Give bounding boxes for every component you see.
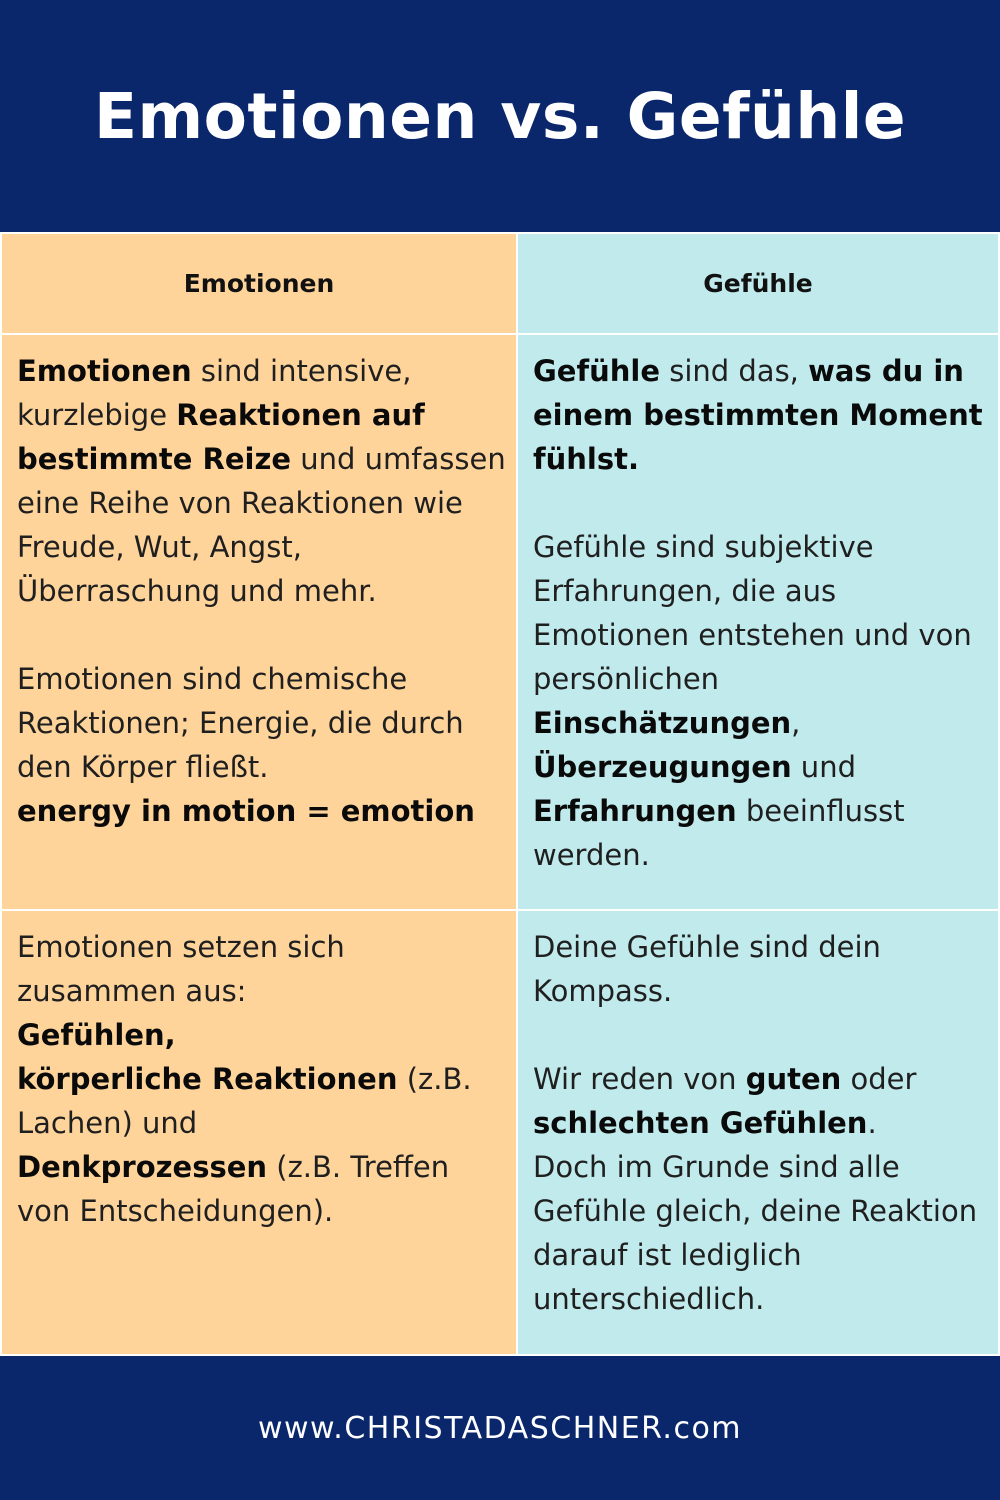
cell-paragraph <box>518 911 998 1013</box>
cell-gefuehle-definition <box>518 335 998 909</box>
bold-text: körperliche Reaktionen <box>17 1062 398 1096</box>
footer-banner <box>0 1356 1000 1500</box>
bold-text: Gefühle <box>533 354 660 388</box>
comparison-table <box>0 232 1000 1356</box>
text: und <box>791 750 856 784</box>
cell-paragraph <box>518 335 998 481</box>
cell-paragraph <box>2 657 516 789</box>
cell-paragraph <box>518 1057 998 1145</box>
text: oder <box>841 1062 917 1096</box>
bold-text: Einschätzungen <box>533 706 792 740</box>
text: sind intensive, kurzlebige <box>17 354 412 432</box>
text: Emotionen setzen sich zusammen aus: <box>17 930 345 1008</box>
bold-text: energy in motion = emotion <box>17 794 475 828</box>
text: Wir reden von <box>533 1062 746 1096</box>
cell-gefuehle-compass <box>518 911 998 1354</box>
text: . <box>867 1106 877 1140</box>
cell-paragraph <box>518 1145 998 1321</box>
cell-paragraph <box>2 1013 516 1057</box>
bold-text: Reaktionen auf bestimmte Reize <box>17 398 425 476</box>
bold-text: Überzeugungen <box>533 750 792 784</box>
cell-paragraph <box>2 1145 516 1233</box>
header-cell-gefuehle <box>518 234 998 333</box>
bold-text: Emotionen <box>17 354 192 388</box>
header-cell-emotionen <box>2 234 516 333</box>
cell-emotionen-composition <box>2 911 516 1354</box>
cell-paragraph <box>518 525 998 877</box>
text: und umfassen eine Reihe von Reaktionen wie Freude, Wut, Angst, Überraschung und mehr. <box>17 442 506 608</box>
text: , <box>791 706 801 740</box>
paragraph-gap <box>2 613 516 657</box>
text: Deine Gefühle sind dein Kompass. <box>533 930 881 1008</box>
column-header-emotionen: Emotionen <box>183 269 335 298</box>
text: Gefühle sind subjektive Erfahrungen, die aus Emotionen entstehen und von persönlichen <box>533 530 972 696</box>
text: (z.B. Treffen von Entscheidungen). <box>17 1150 450 1228</box>
paragraph-gap <box>518 1013 998 1057</box>
website-url[interactable]: www.CHRISTADASCHNER.com <box>257 1410 743 1446</box>
cell-emotionen-definition <box>2 335 516 909</box>
cell-paragraph <box>2 1057 516 1145</box>
text: Emotionen sind chemische Reaktionen; Energie, die durch den Körper fließt. <box>17 662 464 784</box>
text: Doch im Grunde sind alle Gefühle gleich, deine Reaktion darauf ist lediglich unterschiedlich. <box>533 1150 978 1316</box>
bold-text: schlechten Gefühlen <box>533 1106 868 1140</box>
bold-text: Denkprozessen <box>17 1150 268 1184</box>
bold-text: guten <box>745 1062 842 1096</box>
bold-text: Gefühlen, <box>17 1018 176 1052</box>
text: sind das, <box>660 354 809 388</box>
cell-paragraph <box>2 789 516 833</box>
bold-text: Erfahrungen <box>533 794 737 828</box>
title-banner <box>0 0 1000 232</box>
column-header-gefuehle: Gefühle <box>703 269 813 298</box>
page-title: Emotionen vs. Gefühle <box>93 79 907 153</box>
cell-paragraph <box>2 335 516 613</box>
text: (z.B. Lachen) und <box>17 1062 472 1140</box>
paragraph-gap <box>518 481 998 525</box>
cell-paragraph <box>2 911 516 1013</box>
text: beeinflusst werden. <box>533 794 905 872</box>
bold-text: was du in einem bestimmten Moment fühlst. <box>533 354 983 476</box>
